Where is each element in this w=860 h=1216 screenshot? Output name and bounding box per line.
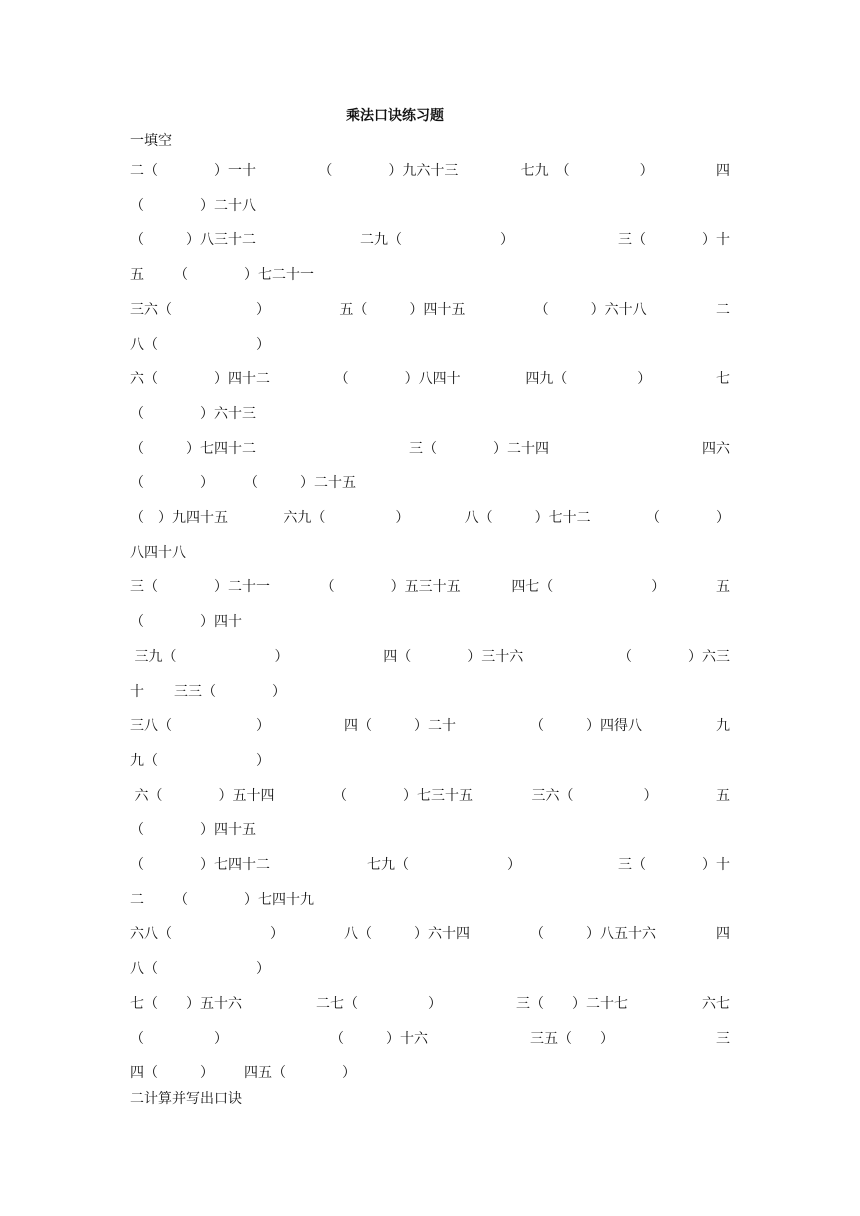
section-heading-calculate: 二计算并写出口诀 [130, 1091, 242, 1107]
exercise-item: 四 [716, 926, 730, 943]
exercise-item: 九（ ） [130, 752, 270, 769]
exercise-item: （ ）四十五 [130, 822, 256, 839]
exercise-item: 五（ ）四十五 [339, 301, 466, 318]
exercise-line [130, 751, 730, 771]
exercise-item: （ ）四十 [130, 614, 242, 631]
page-title: 乘法口诀练习题 [346, 108, 444, 124]
exercise-line [130, 196, 730, 216]
exercise-item: 三八（ ） [130, 718, 270, 735]
exercise-item: 二九（ ） [360, 232, 514, 249]
exercise-item: 六（ ）四十二 [130, 371, 270, 388]
exercise-line [130, 647, 730, 667]
exercise-item: 四六 [702, 440, 730, 457]
exercise-line [130, 300, 730, 320]
exercise-item: 六（ ）五十四 [130, 787, 275, 804]
exercise-item: 五 [130, 267, 144, 284]
exercise-item: 四 [715, 163, 730, 179]
exercise-line [130, 230, 730, 250]
exercise-item: 四七（ ） [511, 579, 666, 596]
exercise-line [130, 439, 730, 459]
exercise-item: 四（ ）二十 [344, 718, 456, 735]
exercise-item: （ ）八五十六 [530, 926, 656, 943]
exercise-item: 十 [130, 683, 144, 700]
exercise-item: 三 [716, 1030, 730, 1047]
exercise-line [130, 473, 730, 493]
exercise-item: （ ）九四十五 [130, 510, 228, 526]
exercise-item: （ ）七四十二 [130, 440, 256, 457]
exercise-item: 五 [715, 579, 730, 596]
exercise-item: （ ） [130, 475, 214, 492]
exercise-item: 二七（ ） [316, 995, 442, 1012]
exercise-item: （ ）七四十九 [174, 891, 314, 908]
exercise-item: （ ） [645, 510, 730, 526]
exercise-item: 四五（ ） [244, 1065, 356, 1082]
exercise-item: 三（ ）二十四 [409, 440, 549, 457]
exercise-item: 八（ ）六十四 [344, 926, 470, 943]
exercise-item: 三五（ ） [530, 1030, 614, 1047]
exercise-item: 三三（ ） [174, 683, 286, 700]
exercise-line [130, 161, 730, 181]
exercise-line [130, 924, 730, 944]
exercise-line [130, 508, 730, 528]
section-heading-fill-in: 一填空 [130, 133, 172, 149]
exercise-line [130, 716, 730, 736]
exercise-item: 三六（ ） [531, 787, 658, 804]
exercise-item: （ ）七四十二 [130, 857, 270, 873]
exercise-item: 二 [130, 891, 144, 908]
exercise-item: 三（ ）十 [618, 857, 730, 873]
exercise-item: 八（ ） [130, 336, 270, 353]
exercise-item: 三（ ）二十七 [516, 995, 628, 1012]
exercise-item: 八（ ）七十二 [464, 510, 591, 526]
exercise-item: （ ）八四十 [334, 371, 461, 388]
exercise-item: 二 [715, 301, 730, 318]
exercise-line [130, 1029, 730, 1049]
exercise-line [130, 959, 730, 979]
exercise-item: （ ）十六 [330, 1030, 428, 1047]
exercise-line [130, 855, 730, 875]
exercise-item: （ ）七二十一 [174, 267, 314, 284]
exercise-line [130, 369, 730, 389]
exercise-line [130, 994, 730, 1014]
exercise-line [130, 577, 730, 597]
exercise-item: 六九（ ） [283, 510, 410, 526]
exercise-item: 五 [716, 787, 730, 804]
exercise-item: 三（ ）二十一 [130, 579, 270, 596]
exercise-item: 三（ ）十 [618, 232, 730, 249]
exercise-item: 七（ ）五十六 [130, 995, 242, 1012]
exercise-item: 六七 [702, 995, 730, 1012]
exercise-item: （ ）五三十五 [320, 579, 461, 596]
exercise-item: （ ）二十八 [130, 197, 256, 214]
exercise-item: 四（ ） [130, 1065, 214, 1082]
exercise-line [130, 404, 730, 424]
exercise-item: 三六（ ） [130, 301, 270, 318]
exercise-line [130, 820, 730, 840]
exercise-item: （ ）八三十二 [130, 232, 256, 249]
exercise-item: （ ）七三十五 [332, 787, 473, 804]
exercise-item: 二（ ）一十 [130, 163, 256, 179]
exercise-item: （ ） [130, 1030, 228, 1047]
exercise-line [130, 890, 730, 910]
exercise-line [130, 612, 730, 632]
exercise-line [130, 265, 730, 285]
exercise-item: 九 [716, 718, 730, 735]
exercise-item: （ ）六三 [617, 648, 730, 665]
exercise-item: 八（ ） [130, 961, 270, 978]
exercise-item: 七九 （ ） [520, 163, 654, 179]
exercise-item: 七 [715, 371, 730, 388]
exercise-item: （ ）四得八 [530, 718, 642, 735]
exercise-item: （ ）九六十三 [318, 163, 459, 179]
exercise-item: 四（ ）三十六 [383, 648, 524, 665]
exercise-line [130, 543, 730, 563]
exercise-item: 七九（ ） [367, 857, 521, 873]
exercise-line [130, 786, 730, 806]
exercise-item: 六八（ ） [130, 926, 284, 943]
exercise-line [130, 1063, 730, 1083]
exercise-item: 四九（ ） [525, 371, 652, 388]
exercise-line [130, 335, 730, 355]
exercise-item: 八四十八 [130, 544, 186, 561]
exercise-line [130, 682, 730, 702]
exercise-item: （ ）二十五 [244, 475, 356, 492]
exercise-item: （ ）六十三 [130, 405, 256, 422]
exercise-item: （ ）六十八 [534, 301, 647, 318]
exercise-item: 三九（ ） [130, 648, 289, 665]
